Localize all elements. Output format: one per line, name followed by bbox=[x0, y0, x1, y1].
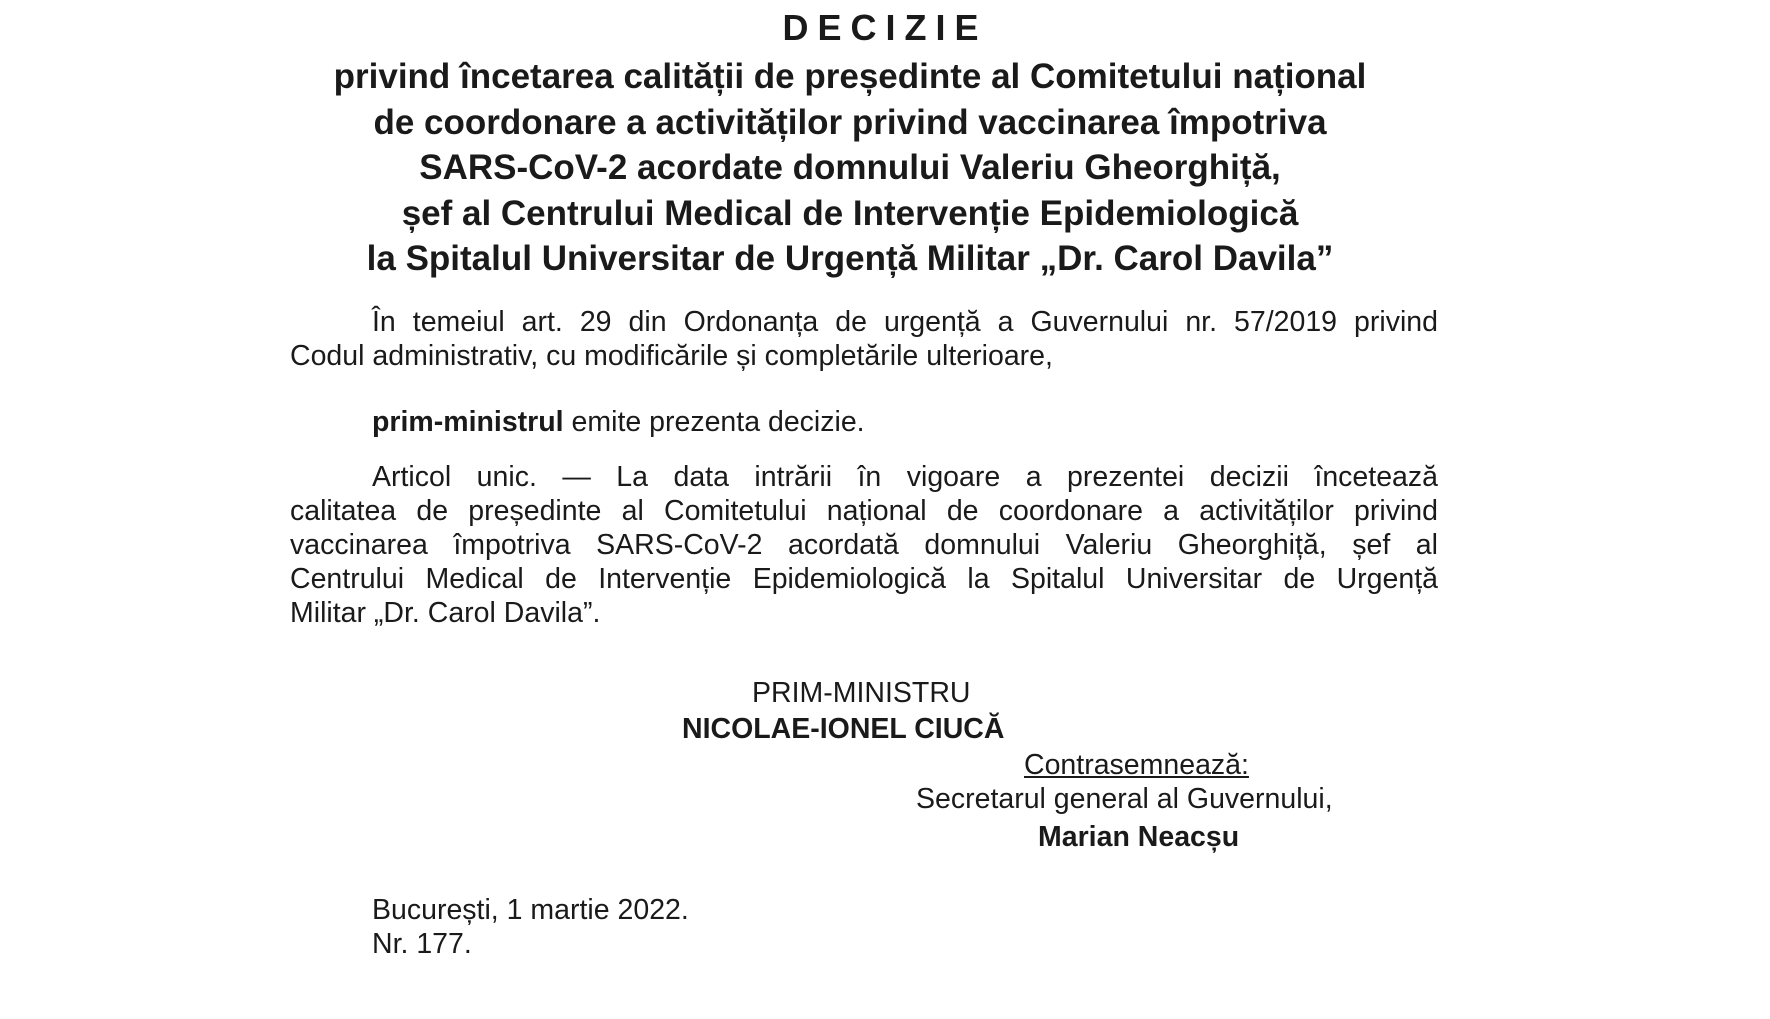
document-subtitle bbox=[260, 54, 1440, 282]
paragraph-line: calitatea de președinte al Comitetului național de coordonare a activităților privind bbox=[290, 495, 1438, 527]
paragraph-line bbox=[290, 405, 1438, 439]
signature-role: PRIM-MINISTRU bbox=[752, 677, 971, 709]
issuer-bold: prim-ministrul bbox=[372, 406, 564, 438]
subtitle-line: de coordonare a activităților privind vaccinarea împotriva bbox=[373, 102, 1327, 142]
paragraph-line: Articol unic. — La data intrării în vigoare a prezentei decizii încetează bbox=[372, 461, 1438, 493]
countersign-role: Secretarul general al Guvernului, bbox=[916, 783, 1333, 815]
paragraph-line: vaccinarea împotriva SARS-CoV-2 acordată domnului Valeriu Gheorghiță, șef al bbox=[290, 529, 1438, 561]
place-and-date: București, 1 martie 2022. bbox=[372, 894, 689, 926]
issuer-rest: emite prezenta decizie. bbox=[563, 406, 865, 438]
subtitle-line: la Spitalul Universitar de Urgență Militar „Dr. Carol Davila” bbox=[366, 239, 1334, 278]
paragraph-line: Militar „Dr. Carol Davila”. bbox=[290, 597, 601, 629]
decision-number: Nr. 177. bbox=[372, 928, 472, 960]
subtitle-line: șef al Centrului Medical de Intervenție Epidemiologică bbox=[401, 193, 1299, 233]
paragraph-line: În temeiul art. 29 din Ordonanța de urgență a Guvernului nr. 57/2019 privind bbox=[372, 306, 1438, 338]
countersign-name: Marian Neacșu bbox=[1038, 821, 1240, 853]
signature-name: NICOLAE-IONEL CIUCĂ bbox=[682, 713, 1005, 745]
countersign-label: Contrasemnează: bbox=[1024, 749, 1249, 781]
subtitle-line: SARS-CoV-2 acordate domnului Valeriu Gheorghiță, bbox=[419, 148, 1281, 187]
article-paragraph bbox=[290, 460, 1438, 630]
paragraph-line: Codul administrativ, cu modificările și completările ulterioare, bbox=[290, 340, 1053, 372]
document-title: DECIZIE bbox=[782, 7, 988, 48]
subtitle-line: privind încetarea calității de președinte al Comitetului național bbox=[333, 57, 1367, 96]
issuer-paragraph bbox=[290, 405, 1438, 439]
paragraph-line: Centrului Medical de Intervenție Epidemiologică la Spitalul Universitar de Urgență bbox=[290, 563, 1438, 595]
legal-basis-paragraph bbox=[290, 305, 1438, 373]
